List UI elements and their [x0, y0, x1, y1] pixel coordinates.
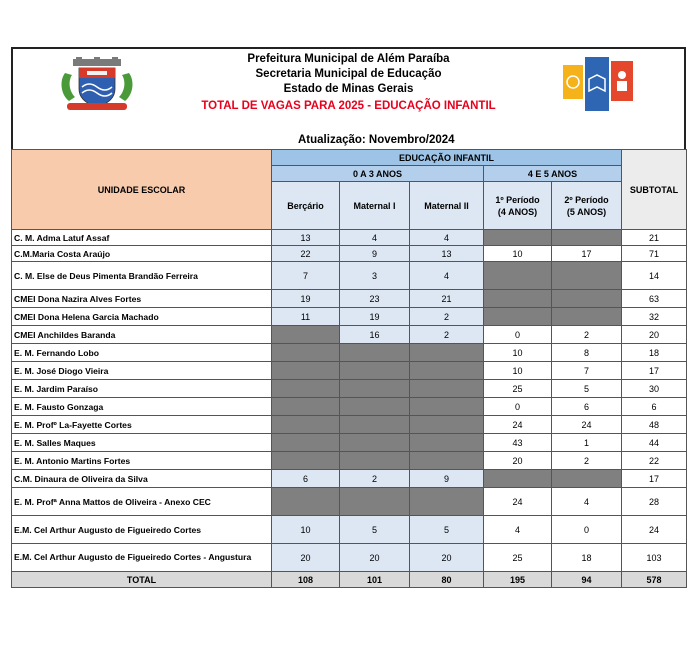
- total-periodo-2: 94: [552, 572, 622, 588]
- cell-maternal-1: 20: [340, 544, 410, 572]
- unavailable-cell: [552, 308, 622, 326]
- cell-periodo-2: 2: [552, 326, 622, 344]
- cell-maternal-1: 9: [340, 246, 410, 262]
- school-name: E. M. José Diogo Vieira: [12, 362, 272, 380]
- cell-periodo-2: 24: [552, 416, 622, 434]
- total-row: [12, 572, 687, 588]
- school-name: CMEI Anchildes Baranda: [12, 326, 272, 344]
- cell-subtotal: 18: [622, 344, 687, 362]
- unavailable-cell: [410, 416, 484, 434]
- header-early-education: EDUCAÇÃO INFANTIL: [272, 150, 622, 166]
- unavailable-cell: [340, 434, 410, 452]
- cell-maternal-2: 21: [410, 290, 484, 308]
- cell-maternal-1: 4: [340, 230, 410, 246]
- cell-maternal-2: 5: [410, 516, 484, 544]
- cell-periodo-1: 4: [484, 516, 552, 544]
- school-name: E. M. Profª Anna Mattos de Oliveira - Anexo CEC: [12, 488, 272, 516]
- total-maternal-1: 101: [340, 572, 410, 588]
- table-row: [12, 398, 687, 416]
- document-header: [11, 47, 686, 149]
- cell-maternal-2: 2: [410, 326, 484, 344]
- vacancy-sheet: [11, 47, 686, 588]
- unavailable-cell: [410, 398, 484, 416]
- header-maternal-1: Maternal I: [340, 182, 410, 230]
- cell-bercario: 6: [272, 470, 340, 488]
- cell-maternal-2: 4: [410, 230, 484, 246]
- cell-bercario: 20: [272, 544, 340, 572]
- cell-subtotal: 24: [622, 516, 687, 544]
- school-name: E.M. Cel Arthur Augusto de Figueiredo Cortes: [12, 516, 272, 544]
- unavailable-cell: [552, 262, 622, 290]
- table-row: [12, 362, 687, 380]
- cell-subtotal: 44: [622, 434, 687, 452]
- unavailable-cell: [410, 434, 484, 452]
- table-row: [12, 452, 687, 470]
- cell-subtotal: 63: [622, 290, 687, 308]
- school-name: C. M. Else de Deus Pimenta Brandão Ferreira: [12, 262, 272, 290]
- unavailable-cell: [484, 290, 552, 308]
- school-name: E. M. Salles Maques: [12, 434, 272, 452]
- unavailable-cell: [340, 416, 410, 434]
- cell-periodo-2: 0: [552, 516, 622, 544]
- unavailable-cell: [410, 344, 484, 362]
- periodo-2-age: (5 ANOS): [566, 206, 607, 217]
- cell-periodo-1: 25: [484, 544, 552, 572]
- unavailable-cell: [272, 326, 340, 344]
- unavailable-cell: [552, 470, 622, 488]
- unavailable-cell: [484, 470, 552, 488]
- cell-subtotal: 22: [622, 452, 687, 470]
- total-subtotal: 578: [622, 572, 687, 588]
- cell-periodo-1: 20: [484, 452, 552, 470]
- cell-bercario: 11: [272, 308, 340, 326]
- unavailable-cell: [552, 290, 622, 308]
- cell-periodo-2: 6: [552, 398, 622, 416]
- unavailable-cell: [410, 488, 484, 516]
- cell-subtotal: 21: [622, 230, 687, 246]
- cell-bercario: 13: [272, 230, 340, 246]
- cell-periodo-2: 7: [552, 362, 622, 380]
- cell-periodo-1: 24: [484, 416, 552, 434]
- table-row: [12, 246, 687, 262]
- total-maternal-2: 80: [410, 572, 484, 588]
- unavailable-cell: [272, 344, 340, 362]
- department-line: Secretaria Municipal de Educação: [255, 68, 442, 80]
- document-title: TOTAL DE VAGAS PARA 2025 - EDUCAÇÃO INFANTIL: [201, 100, 496, 112]
- unavailable-cell: [272, 398, 340, 416]
- cell-bercario: 7: [272, 262, 340, 290]
- school-name: C.M. Dinaura de Oliveira da Silva: [12, 470, 272, 488]
- unavailable-cell: [340, 398, 410, 416]
- header-periodo-2: [552, 182, 622, 230]
- cell-maternal-2: 2: [410, 308, 484, 326]
- unavailable-cell: [272, 362, 340, 380]
- table-body: [12, 230, 687, 572]
- periodo-2-label: 2º Período: [564, 194, 609, 205]
- unavailable-cell: [272, 488, 340, 516]
- table-row: [12, 344, 687, 362]
- periodo-1-age: (4 ANOS): [497, 206, 538, 217]
- total-label: TOTAL: [12, 572, 272, 588]
- update-date: Atualização: Novembro/2024: [298, 134, 455, 146]
- table-row: [12, 230, 687, 246]
- cell-periodo-2: 8: [552, 344, 622, 362]
- header-periodo-1: [484, 182, 552, 230]
- table-row: [12, 488, 687, 516]
- table-row: [12, 544, 687, 572]
- cell-maternal-1: 16: [340, 326, 410, 344]
- state-line: Estado de Minas Gerais: [283, 83, 414, 95]
- header-bercario: Berçário: [272, 182, 340, 230]
- school-name: E. M. Fernando Lobo: [12, 344, 272, 362]
- school-name: E. M. Profº La-Fayette Cortes: [12, 416, 272, 434]
- city-hall-line: Prefeitura Municipal de Além Paraíba: [247, 53, 450, 65]
- cell-maternal-1: 2: [340, 470, 410, 488]
- unavailable-cell: [272, 434, 340, 452]
- total-periodo-1: 195: [484, 572, 552, 588]
- periodo-1-label: 1º Período: [495, 194, 540, 205]
- school-name: E. M. Jardim Paraíso: [12, 380, 272, 398]
- cell-periodo-2: 5: [552, 380, 622, 398]
- unavailable-cell: [552, 230, 622, 246]
- cell-maternal-2: 4: [410, 262, 484, 290]
- table-row: [12, 380, 687, 398]
- cell-maternal-2: 9: [410, 470, 484, 488]
- cell-periodo-1: 10: [484, 246, 552, 262]
- unavailable-cell: [340, 488, 410, 516]
- table-row: [12, 434, 687, 452]
- cell-periodo-1: 43: [484, 434, 552, 452]
- cell-bercario: 10: [272, 516, 340, 544]
- total-bercario: 108: [272, 572, 340, 588]
- cell-subtotal: 32: [622, 308, 687, 326]
- cell-periodo-1: 10: [484, 362, 552, 380]
- unavailable-cell: [272, 416, 340, 434]
- table-row: [12, 290, 687, 308]
- unavailable-cell: [340, 362, 410, 380]
- school-name: E. M. Antonio Martins Fortes: [12, 452, 272, 470]
- cell-periodo-1: 0: [484, 398, 552, 416]
- cell-periodo-2: 17: [552, 246, 622, 262]
- table-row: [12, 416, 687, 434]
- unavailable-cell: [410, 452, 484, 470]
- cell-periodo-1: 25: [484, 380, 552, 398]
- cell-subtotal: 48: [622, 416, 687, 434]
- table-row: [12, 326, 687, 344]
- cell-subtotal: 17: [622, 362, 687, 380]
- header-school-unit: UNIDADE ESCOLAR: [12, 150, 272, 230]
- school-name: E.M. Cel Arthur Augusto de Figueiredo Cortes - Angustura: [12, 544, 272, 572]
- education-logo-icon: [561, 53, 637, 115]
- vacancy-table: [11, 149, 687, 588]
- cell-periodo-1: 24: [484, 488, 552, 516]
- school-name: C.M.Maria Costa Araújo: [12, 246, 272, 262]
- cell-subtotal: 103: [622, 544, 687, 572]
- table-row: [12, 308, 687, 326]
- unavailable-cell: [272, 380, 340, 398]
- table-row: [12, 262, 687, 290]
- cell-periodo-2: 18: [552, 544, 622, 572]
- cell-maternal-1: 23: [340, 290, 410, 308]
- unavailable-cell: [272, 452, 340, 470]
- header-age-4-5: 4 E 5 ANOS: [484, 166, 622, 182]
- unavailable-cell: [410, 362, 484, 380]
- cell-maternal-2: 13: [410, 246, 484, 262]
- unavailable-cell: [484, 230, 552, 246]
- cell-periodo-2: 2: [552, 452, 622, 470]
- cell-maternal-2: 20: [410, 544, 484, 572]
- cell-maternal-1: 19: [340, 308, 410, 326]
- unavailable-cell: [484, 262, 552, 290]
- header-maternal-2: Maternal II: [410, 182, 484, 230]
- unavailable-cell: [340, 452, 410, 470]
- cell-subtotal: 6: [622, 398, 687, 416]
- cell-subtotal: 14: [622, 262, 687, 290]
- cell-maternal-1: 3: [340, 262, 410, 290]
- header-age-0-3: 0 A 3 ANOS: [272, 166, 484, 182]
- cell-subtotal: 71: [622, 246, 687, 262]
- unavailable-cell: [340, 380, 410, 398]
- cell-periodo-2: 4: [552, 488, 622, 516]
- school-name: CMEI Dona Helena Garcia Machado: [12, 308, 272, 326]
- school-name: C. M. Adma Latuf Assaf: [12, 230, 272, 246]
- cell-bercario: 19: [272, 290, 340, 308]
- cell-bercario: 22: [272, 246, 340, 262]
- cell-subtotal: 30: [622, 380, 687, 398]
- cell-periodo-1: 10: [484, 344, 552, 362]
- header-subtotal: SUBTOTAL: [622, 150, 687, 230]
- school-name: CMEI Dona Nazira Alves Fortes: [12, 290, 272, 308]
- unavailable-cell: [484, 308, 552, 326]
- cell-periodo-1: 0: [484, 326, 552, 344]
- school-name: E. M. Fausto Gonzaga: [12, 398, 272, 416]
- unavailable-cell: [410, 380, 484, 398]
- unavailable-cell: [340, 344, 410, 362]
- cell-periodo-2: 1: [552, 434, 622, 452]
- table-row: [12, 516, 687, 544]
- cell-subtotal: 17: [622, 470, 687, 488]
- cell-subtotal: 28: [622, 488, 687, 516]
- table-row: [12, 470, 687, 488]
- cell-maternal-1: 5: [340, 516, 410, 544]
- cell-subtotal: 20: [622, 326, 687, 344]
